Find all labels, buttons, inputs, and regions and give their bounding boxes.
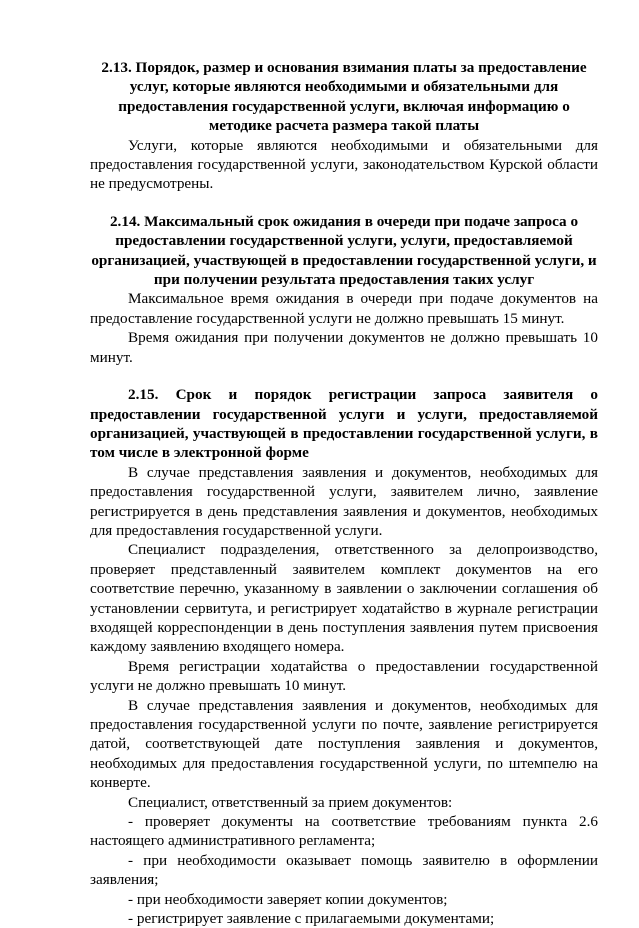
list-item: - при необходимости заверяет копии документов; [128, 890, 448, 908]
section-2-15 [90, 385, 598, 928]
section-spacer [90, 194, 598, 212]
document-page [90, 58, 598, 928]
section-title: 2.15. Срок и порядок регистрации запроса заявителя о предоставлении государственной услуги и услуги, предоставляемой организацией, участвующей в предоставлении государственной услуги, в том числе в электронной форме [90, 386, 598, 462]
paragraph: Специалист, ответственный за прием документов: [128, 793, 453, 811]
paragraph: Максимальное время ожидания в очереди при подаче документов на предоставление государственной услуги не должно превышать 15 минут. [90, 290, 598, 327]
list-item: - при необходимости оказывает помощь заявителю в оформлении заявления; [90, 851, 598, 889]
paragraph: В случае представления заявления и документов, необходимых для предоставления государственной услуги по почте, заявление регистрируется датой, соответствующей дате поступления заявления и документов, необходимых для предоставления государственной услуги, по штемпелю на конверте. [90, 696, 598, 792]
paragraph: В случае представления заявления и документов, необходимых для предоставления государственной услуги, заявителем лично, заявление регистрируется в день представления заявления и документов, необходимых для предоставления государственной услуги. [90, 463, 598, 539]
section-2-14 [90, 212, 598, 367]
list-item: - проверяет документы на соответствие требованиям пункта 2.6 настоящего административного регламента; [90, 813, 598, 850]
section-title: 2.13. Порядок, размер и основания взимания платы за предоставление услуг, которые являются необходимыми и обязательными для предоставления государственной услуги, включая информацию о методике расчета размера такой платы [101, 59, 587, 135]
paragraph: Время ожидания при получении документов не должно превышать 10 минут. [90, 329, 598, 366]
paragraph: Время регистрации ходатайства о предоставлении государственной услуги не должно превышать 10 минут. [90, 657, 598, 695]
paragraph: Специалист подразделения, ответственного за делопроизводство, проверяет представленный заявителем комплект документов на его соответствие перечню, указанному в заявлении о заключении соглашения об установлении сервитута, и регистрирует ходатайство в журнале регистрации входящей корреспонденции в день поступления заявления путем присвоения каждому заявлению входящего номера. [90, 541, 598, 656]
section-title: 2.14. Максимальный срок ожидания в очереди при подаче запроса о предоставлении государственной услуги, услуги, предоставляемой организацией, участвующей в предоставлении государственной услуги, и при получении результата предоставления таких услуг [91, 212, 597, 289]
list-item: - регистрирует заявление с прилагаемыми документами; [128, 910, 495, 928]
section-2-13 [90, 58, 598, 194]
paragraph: Услуги, которые являются необходимыми и обязательными для предоставления государственной услуги, законодательством Курской области не предусмотрены. [90, 136, 598, 193]
section-spacer [90, 367, 598, 385]
